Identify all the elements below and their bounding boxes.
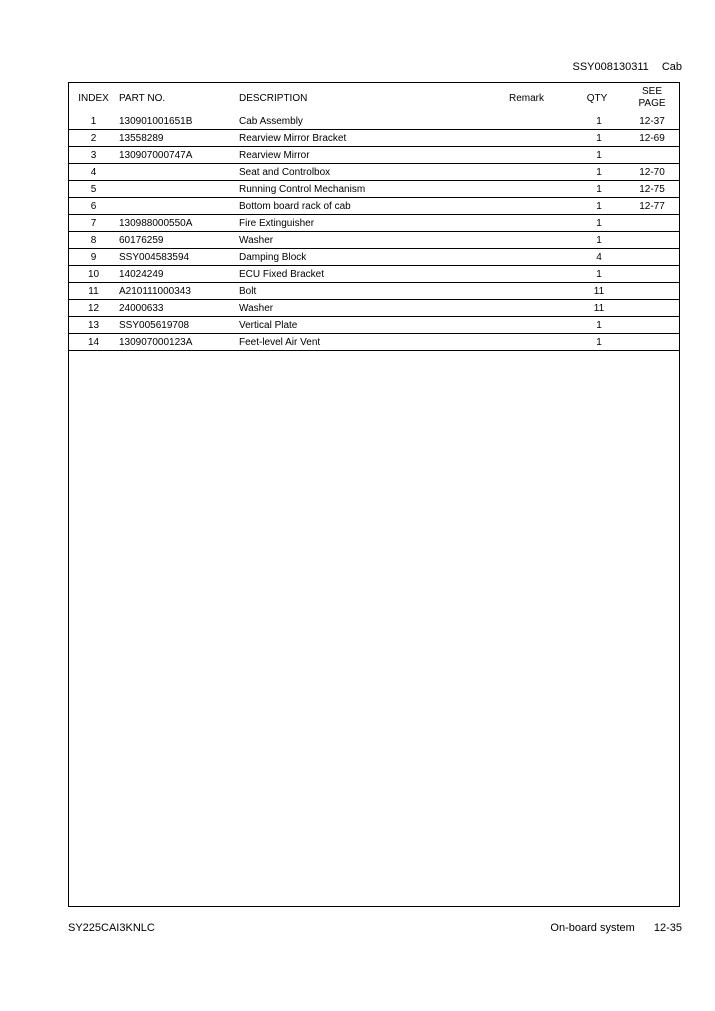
table-row — [69, 249, 679, 266]
table-row — [69, 147, 679, 164]
cell-description: Cab Assembly — [239, 113, 509, 130]
column-header-index: INDEX — [78, 92, 109, 104]
cell-index: 11 — [69, 283, 118, 300]
cell-index: 9 — [69, 249, 118, 266]
cell-description: Washer — [239, 300, 509, 317]
cell-remark — [509, 198, 569, 215]
table-row — [69, 113, 679, 130]
cell-see-page: 12-69 — [625, 130, 679, 147]
cell-description: Washer — [239, 232, 509, 249]
cell-description: Rearview Mirror — [239, 147, 509, 164]
cell-qty: 1 — [569, 215, 625, 232]
cell-see-page: 12-75 — [625, 181, 679, 198]
cell-description: Damping Block — [239, 249, 509, 266]
cell-index: 14 — [69, 334, 118, 351]
cell-index: 3 — [69, 147, 118, 164]
cell-remark — [509, 283, 569, 300]
cell-see-page — [625, 300, 679, 317]
cell-qty: 1 — [569, 181, 625, 198]
cell-part-no: 60176259 — [118, 232, 239, 249]
table-row — [69, 198, 679, 215]
cell-qty: 4 — [569, 249, 625, 266]
cell-part-no: 24000633 — [118, 300, 239, 317]
cell-remark — [509, 266, 569, 283]
cell-see-page — [625, 283, 679, 300]
cell-description: Fire Extinguisher — [239, 215, 509, 232]
cell-remark — [509, 249, 569, 266]
cell-index: 12 — [69, 300, 118, 317]
cell-part-no: 13558289 — [118, 130, 239, 147]
table-header-row — [69, 83, 679, 113]
cell-index: 5 — [69, 181, 118, 198]
table-row — [69, 317, 679, 334]
cell-description: ECU Fixed Bracket — [239, 266, 509, 283]
cell-qty: 1 — [569, 334, 625, 351]
cell-remark — [509, 113, 569, 130]
table-row — [69, 232, 679, 249]
cell-description: Bottom board rack of cab — [239, 198, 509, 215]
cell-remark — [509, 147, 569, 164]
cell-remark — [509, 130, 569, 147]
cell-index: 1 — [69, 113, 118, 130]
cell-qty: 1 — [569, 266, 625, 283]
table-row — [69, 130, 679, 147]
table-row — [69, 215, 679, 232]
table-row — [69, 181, 679, 198]
document-code: SSY008130311 — [572, 61, 649, 73]
cell-index: 7 — [69, 215, 118, 232]
table-row — [69, 164, 679, 181]
cell-remark — [509, 164, 569, 181]
cell-see-page — [625, 232, 679, 249]
cell-description: Vertical Plate — [239, 317, 509, 334]
cell-index: 10 — [69, 266, 118, 283]
cell-qty: 1 — [569, 147, 625, 164]
cell-part-no — [118, 164, 239, 181]
page-header — [572, 61, 682, 73]
page-number: 12-35 — [653, 922, 682, 934]
cell-description: Seat and Controlbox — [239, 164, 509, 181]
cell-qty: 1 — [569, 130, 625, 147]
column-header-qty: QTY — [586, 92, 608, 104]
cell-qty: 1 — [569, 232, 625, 249]
page-footer — [550, 922, 682, 934]
cell-qty: 11 — [569, 283, 625, 300]
cell-part-no: A210111000343 — [118, 283, 239, 300]
cell-part-no: 14024249 — [118, 266, 239, 283]
cell-see-page — [625, 249, 679, 266]
cell-description: Bolt — [239, 283, 509, 300]
column-header-see-page — [625, 83, 679, 113]
cell-description: Rearview Mirror Bracket — [239, 130, 509, 147]
cell-part-no — [118, 198, 239, 215]
column-header-part-no: PART NO. — [119, 92, 166, 104]
footer-system: On-board system — [550, 922, 635, 934]
cell-qty: 1 — [569, 113, 625, 130]
table-body — [69, 113, 679, 351]
cell-description: Running Control Mechanism — [239, 181, 509, 198]
cell-qty: 1 — [569, 317, 625, 334]
cell-part-no: 130901001651B — [118, 113, 239, 130]
cell-qty: 1 — [569, 164, 625, 181]
cell-part-no: 130907000123A — [118, 334, 239, 351]
cell-qty: 11 — [569, 300, 625, 317]
cell-see-page: 12-77 — [625, 198, 679, 215]
cell-index: 4 — [69, 164, 118, 181]
cell-part-no: 130907000747A — [118, 147, 239, 164]
cell-part-no — [118, 181, 239, 198]
table-row — [69, 300, 679, 317]
page-label: PAGE — [638, 98, 666, 109]
cell-see-page — [625, 334, 679, 351]
cell-remark — [509, 334, 569, 351]
cell-see-page: 12-70 — [625, 164, 679, 181]
cell-remark — [509, 181, 569, 198]
parts-list-frame — [68, 82, 680, 907]
table-row — [69, 334, 679, 351]
cell-remark — [509, 232, 569, 249]
cell-see-page — [625, 266, 679, 283]
see-label: SEE — [641, 86, 662, 97]
column-header-description: DESCRIPTION — [239, 92, 308, 104]
cell-remark — [509, 215, 569, 232]
footer-model: SY225CAI3KNLC — [68, 922, 155, 934]
cell-part-no: SSY004583594 — [118, 249, 239, 266]
cell-see-page — [625, 147, 679, 164]
cell-description: Feet-level Air Vent — [239, 334, 509, 351]
table-row — [69, 283, 679, 300]
cell-remark — [509, 300, 569, 317]
cell-see-page — [625, 317, 679, 334]
table-row — [69, 266, 679, 283]
cell-index: 6 — [69, 198, 118, 215]
cell-part-no: 130988000550A — [118, 215, 239, 232]
cell-index: 2 — [69, 130, 118, 147]
cell-qty: 1 — [569, 198, 625, 215]
cell-remark — [509, 317, 569, 334]
cell-part-no: SSY005619708 — [118, 317, 239, 334]
column-header-remark: Remark — [509, 92, 545, 104]
cell-see-page: 12-37 — [625, 113, 679, 130]
parts-table — [69, 83, 679, 351]
cell-see-page — [625, 215, 679, 232]
cell-index: 8 — [69, 232, 118, 249]
section-title: Cab — [661, 61, 682, 73]
cell-index: 13 — [69, 317, 118, 334]
